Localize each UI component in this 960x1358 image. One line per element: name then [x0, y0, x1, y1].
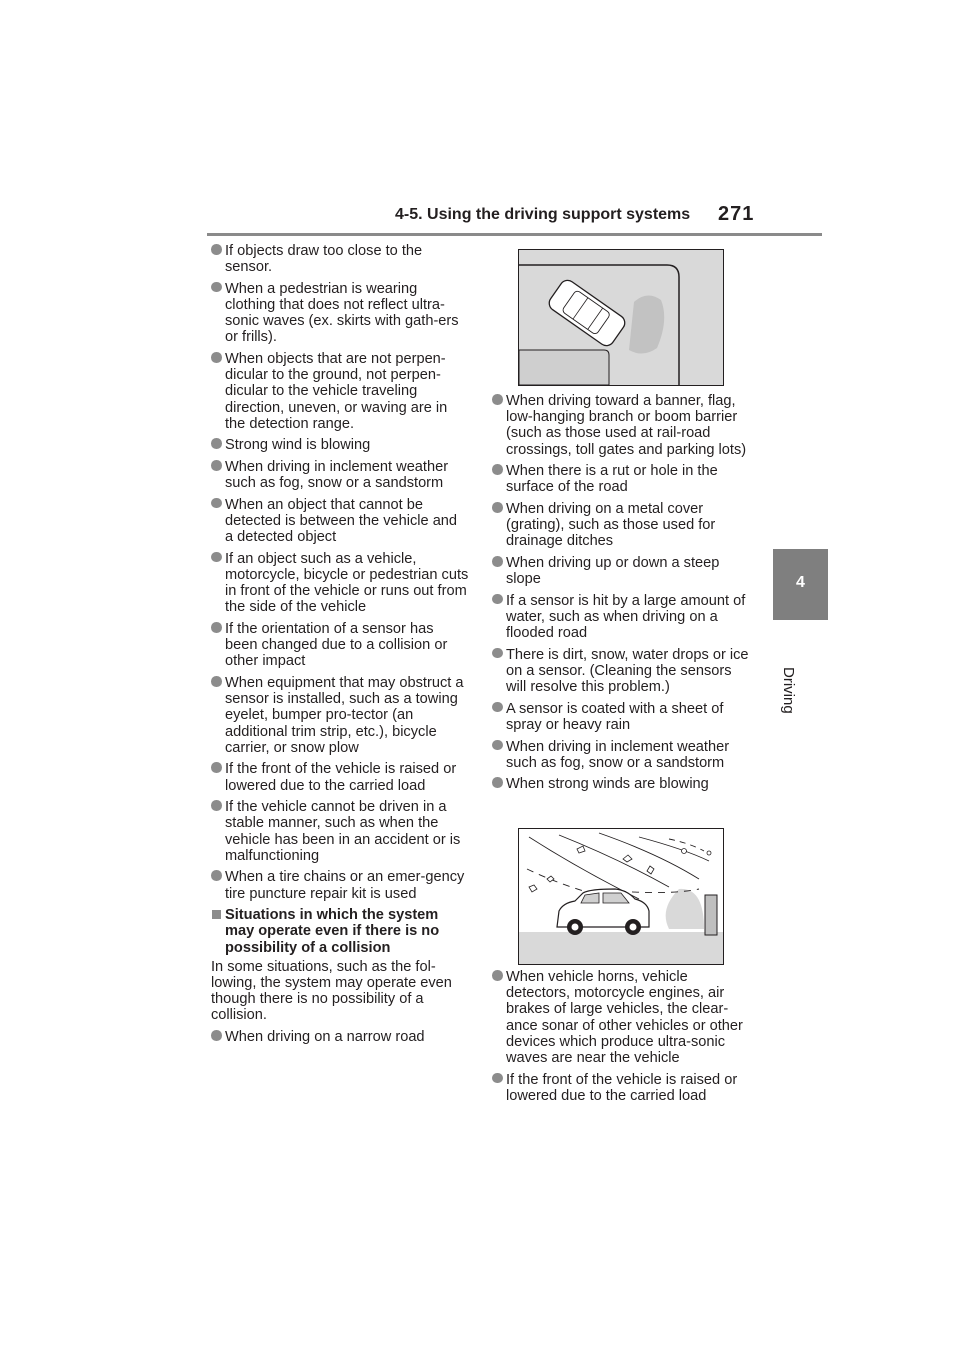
list-item	[492, 701, 750, 733]
bullet-icon	[492, 594, 503, 605]
list-item-text: If the vehicle cannot be driven in a stable manner, such as when the vehicle has been in an accident or is malfunctioning	[225, 799, 461, 864]
bullet-icon	[492, 970, 503, 981]
list-item	[211, 761, 469, 793]
bullet-icon	[492, 777, 503, 788]
list-item	[211, 675, 469, 756]
right-column	[492, 393, 750, 798]
list-item	[492, 739, 750, 771]
strong-wind-illustration	[518, 828, 724, 965]
list-item-text: When driving on a narrow road	[225, 1029, 425, 1046]
bullet-icon	[211, 870, 222, 881]
bullet-icon	[492, 702, 503, 713]
bullet-icon	[492, 556, 503, 567]
bullet-icon	[492, 502, 503, 513]
list-item-text: When driving in inclement weather such as fog, snow or a sandstorm	[225, 459, 449, 492]
list-item-text: A sensor is coated with a sheet of spray or heavy rain	[506, 700, 724, 733]
left-column	[211, 243, 469, 1051]
list-item	[211, 243, 469, 275]
list-item	[211, 551, 469, 616]
bullet-icon	[211, 552, 222, 563]
list-item-text: When strong winds are blowing	[506, 776, 709, 793]
list-item	[211, 1029, 469, 1045]
list-item-text: When an object that cannot be detected is between the vehicle and a detected object	[225, 496, 458, 546]
list-item-text: When equipment that may obstruct a sensor is installed, such as a towing eyelet, bumper pro-tector (an additional trim strip, etc.), bicycle carrier, or snow plow	[225, 675, 464, 756]
bullet-icon	[492, 648, 503, 659]
bullet-icon	[492, 740, 503, 751]
bullet-icon	[492, 1073, 503, 1084]
section-title: 4-5. Using the driving support systems	[395, 206, 691, 223]
list-item-text: If the front of the vehicle is raised or lowered due to the carried load	[506, 1071, 738, 1104]
list-item-text: When vehicle horns, vehicle detectors, motorcycle engines, air brakes of large vehicles, the clear-ance sonar of other vehicles or other devices which produce ultra-sonic waves are near the vehicle	[506, 969, 743, 1067]
bullet-list	[492, 393, 750, 793]
list-item-text: When a tire chains or an emer-gency tire puncture repair kit is used	[225, 869, 465, 902]
list-item-text: Strong wind is blowing	[225, 437, 371, 454]
list-item-text: When a pedestrian is wearing clothing that does not reflect ultra-sonic waves (ex. skirts with gath-ers or frills).	[225, 280, 459, 346]
square-bullet-icon	[212, 910, 221, 919]
list-item	[211, 437, 469, 453]
list-item	[211, 621, 469, 670]
list-item-text: When driving in inclement weather such as fog, snow or a sandstorm	[506, 738, 730, 771]
wind-blowing-on-car-icon	[519, 829, 723, 964]
list-item	[211, 281, 469, 346]
bullet-list	[211, 243, 469, 902]
list-item	[492, 776, 750, 792]
bullet-icon	[211, 498, 222, 509]
body-paragraph: In some situations, such as the fol-lowing, the system may operate even though there is no possibility of a collision.	[211, 958, 452, 1024]
list-item	[492, 1072, 750, 1104]
list-item	[492, 393, 750, 458]
list-item-text: When driving up or down a steep slope	[506, 555, 720, 588]
chapter-tab	[773, 549, 828, 620]
list-item-text: If the front of the vehicle is raised or lowered due to the carried load	[225, 761, 457, 794]
right-column-lower	[492, 969, 750, 1109]
subheading-text: Situations in which the system may operate even if there is no possibility of a collision	[225, 907, 440, 956]
list-item	[211, 799, 469, 864]
list-item	[492, 555, 750, 587]
car-turning-at-narrow-corner-icon	[519, 250, 723, 385]
list-item-text: If the orientation of a sensor has been changed due to a collision or other impact	[225, 621, 448, 670]
header-rule	[207, 233, 822, 236]
subheading	[211, 907, 469, 956]
bullet-icon	[211, 676, 222, 687]
list-item	[211, 497, 469, 546]
bullet-icon	[211, 282, 222, 293]
bullet-icon	[211, 1030, 222, 1041]
list-item	[211, 869, 469, 901]
list-item	[492, 647, 750, 696]
list-item	[211, 459, 469, 491]
bullet-icon	[211, 244, 222, 255]
list-item-text: When driving toward a banner, flag, low-hanging branch or boom barrier (such as those used at rail-road crossings, toll gates and parking lots)	[506, 393, 747, 458]
page-number: 271	[718, 203, 755, 225]
bullet-list	[211, 1029, 469, 1045]
bullet-icon	[211, 800, 222, 811]
bullet-icon	[211, 352, 222, 363]
list-item	[492, 501, 750, 550]
list-item	[211, 351, 469, 432]
bullet-icon	[211, 438, 222, 449]
list-item	[492, 593, 750, 642]
bullet-icon	[492, 394, 503, 405]
list-item-text: If a sensor is hit by a large amount of water, such as when driving on a flooded road	[506, 592, 746, 642]
list-item-text: When driving on a metal cover (grating), such as those used for drainage ditches	[506, 501, 716, 550]
list-item	[492, 463, 750, 495]
list-item-text: When objects that are not perpen-dicular to the ground, not perpen-dicular to the vehicle traveling direction, uneven, or waving are in the detection range.	[225, 351, 448, 432]
bullet-icon	[211, 460, 222, 471]
list-item-text: When there is a rut or hole in the surface of the road	[506, 463, 718, 496]
chapter-number: 4	[796, 574, 805, 591]
bullet-icon	[211, 622, 222, 633]
chapter-label: Driving	[780, 667, 797, 714]
list-item-text: If objects draw too close to the sensor.	[225, 243, 423, 276]
bullet-list	[492, 969, 750, 1104]
list-item-text: There is dirt, snow, water drops or ice on a sensor. (Cleaning the sensors will resolve this problem.)	[506, 646, 749, 696]
narrow-road-illustration	[518, 249, 724, 386]
bullet-icon	[492, 464, 503, 475]
bullet-icon	[211, 762, 222, 773]
list-item-text: If an object such as a vehicle, motorcycle, bicycle or pedestrian cuts in front of the vehicle or runs out from the side of the vehicle	[225, 550, 469, 616]
list-item	[492, 969, 750, 1066]
